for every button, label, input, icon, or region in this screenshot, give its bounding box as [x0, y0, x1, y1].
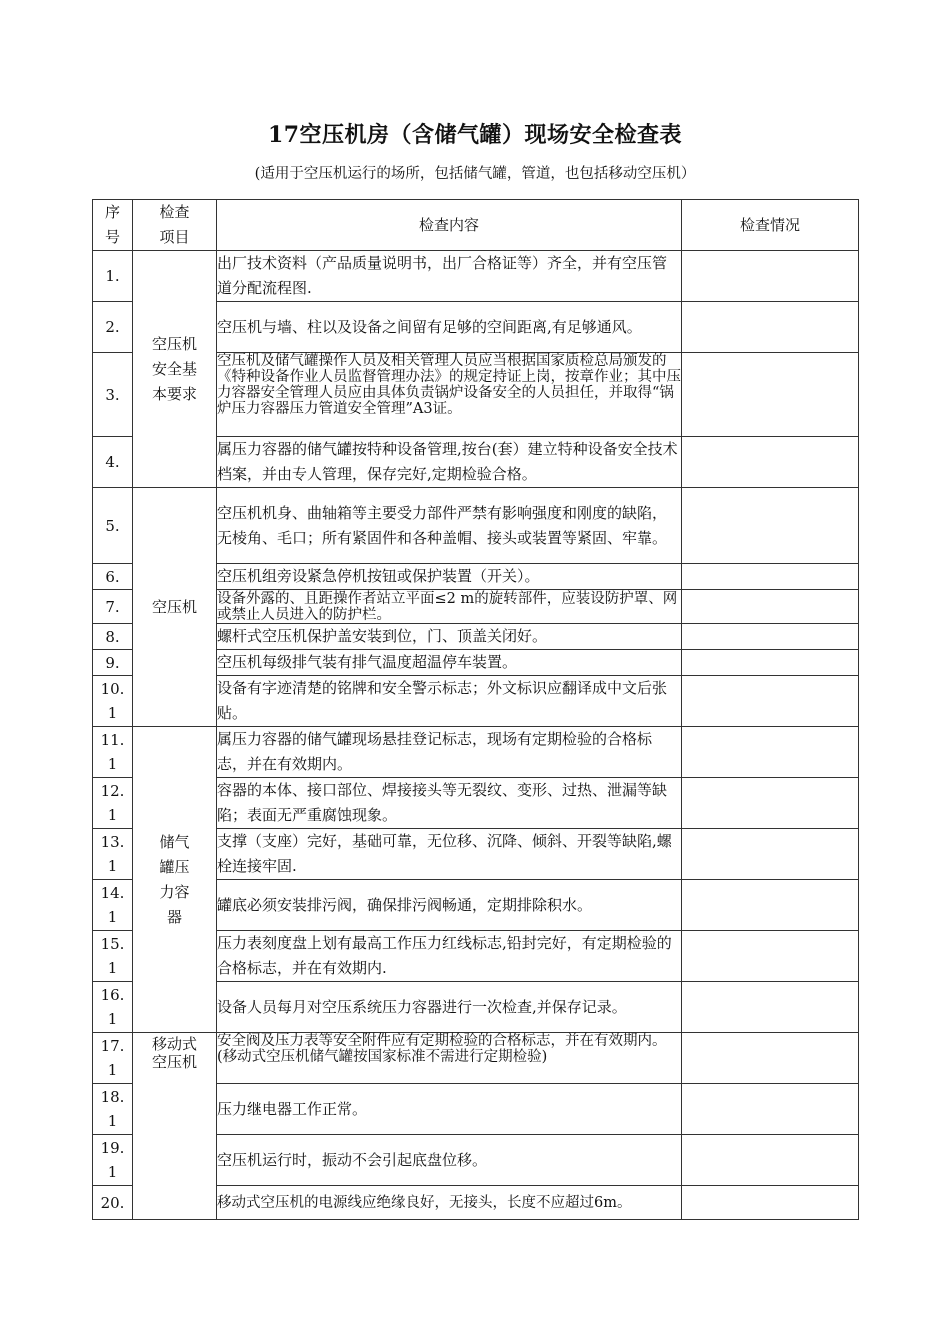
row-number: 2. — [93, 302, 133, 353]
row-number: 3. — [93, 353, 133, 437]
row-number: 5. — [93, 488, 133, 564]
row-number: 16.1 — [93, 982, 133, 1033]
status-cell[interactable] — [682, 829, 859, 880]
status-cell[interactable] — [682, 676, 859, 727]
row-content: 设备人员每月对空压系统压力容器进行一次检查,并保存记录。 — [217, 982, 682, 1033]
header-content: 检查内容 — [217, 200, 682, 251]
row-content: 属压力容器的储气罐现场悬挂登记标志，现场有定期检验的合格标志，并在有效期内。 — [217, 727, 682, 778]
status-cell[interactable] — [682, 727, 859, 778]
table-row — [93, 727, 859, 778]
row-number: 19.1 — [93, 1135, 133, 1186]
row-content: 出厂技术资料（产品质量说明书，出厂合格证等）齐全，并有空压管道分配流程图. — [217, 251, 682, 302]
category-cell: 储气罐压力容器 — [133, 727, 217, 1033]
row-number: 15.1 — [93, 931, 133, 982]
page-subtitle: (适用于空压机运行的场所，包括储气罐，管道，也包括移动空压机） — [254, 166, 696, 182]
row-number: 1. — [93, 251, 133, 302]
status-cell[interactable] — [682, 1033, 859, 1084]
status-cell[interactable] — [682, 251, 859, 302]
row-number: 20. — [93, 1186, 133, 1220]
row-content: 设备外露的、且距操作者站立平面≤2 m的旋转部件，应装设防护罩、网或禁止人员进入的防护栏。 — [217, 590, 682, 624]
row-content: 螺杆式空压机保护盖安装到位，门、顶盖关闭好。 — [217, 624, 682, 650]
header-no: 序号 — [93, 200, 133, 251]
status-cell[interactable] — [682, 1084, 859, 1135]
row-number: 13.1 — [93, 829, 133, 880]
row-number: 10.1 — [93, 676, 133, 727]
row-number: 6. — [93, 564, 133, 590]
row-content: 移动式空压机的电源线应绝缘良好，无接头，长度不应超过6m。 — [217, 1186, 682, 1220]
row-content: 属压力容器的储气罐按特种设备管理,按台(套）建立特种设备安全技术档案，并由专人管理，保存完好,定期检验合格。 — [217, 437, 682, 488]
status-cell[interactable] — [682, 778, 859, 829]
page-title: 17空压机房（含储气罐）现场安全检查表 — [267, 122, 683, 148]
status-cell[interactable] — [682, 1186, 859, 1220]
row-content: 设备有字迹清楚的铭牌和安全警示标志；外文标识应翻译成中文后张贴。 — [217, 676, 682, 727]
row-number: 12.1 — [93, 778, 133, 829]
row-content: 空压机及储气罐操作人员及相关管理人员应当根据国家质检总局颁发的《特种设备作业人员监督管理办法》的规定持证上岗，按章作业；其中压力容器安全管理人员应由具体负责锅炉设备安全的人员担任，并取得“锅炉压力容器压力管道安全管理”A3证。 — [217, 353, 682, 437]
header-status: 检查情况 — [682, 200, 859, 251]
table-row — [93, 251, 859, 302]
row-content: 空压机组旁设紧急停机按钮或保护装置（开关）。 — [217, 564, 682, 590]
row-number: 17.1 — [93, 1033, 133, 1084]
status-cell[interactable] — [682, 982, 859, 1033]
category-cell: 空压机安全基本要求 — [133, 251, 217, 488]
row-number: 4. — [93, 437, 133, 488]
status-cell[interactable] — [682, 1135, 859, 1186]
status-cell[interactable] — [682, 302, 859, 353]
status-cell[interactable] — [682, 590, 859, 624]
status-cell[interactable] — [682, 488, 859, 564]
category-cell: 空压机 — [133, 488, 217, 727]
row-content: 空压机每级排气装有排气温度超温停车装置。 — [217, 650, 682, 676]
status-cell[interactable] — [682, 564, 859, 590]
row-content: 压力表刻度盘上划有最高工作压力红线标志,铅封完好，有定期检验的合格标志，并在有效期内. — [217, 931, 682, 982]
category-cell: 移动式空压机 — [133, 1033, 217, 1220]
status-cell[interactable] — [682, 931, 859, 982]
status-cell[interactable] — [682, 880, 859, 931]
row-number: 7. — [93, 590, 133, 624]
row-number: 18.1 — [93, 1084, 133, 1135]
row-content: 压力继电器工作正常。 — [217, 1084, 682, 1135]
row-number: 8. — [93, 624, 133, 650]
row-content: 空压机运行时，振动不会引起底盘位移。 — [217, 1135, 682, 1186]
table-row — [93, 488, 859, 564]
row-content: 空压机与墙、柱以及设备之间留有足够的空间距离,有足够通风。 — [217, 302, 682, 353]
table-row — [93, 1033, 859, 1084]
row-number: 11.1 — [93, 727, 133, 778]
inspection-table — [92, 199, 859, 1220]
row-content: 罐底必须安装排污阀，确保排污阀畅通，定期排除积水。 — [217, 880, 682, 931]
status-cell[interactable] — [682, 624, 859, 650]
status-cell[interactable] — [682, 353, 859, 437]
row-content: 安全阀及压力表等安全附件应有定期检验的合格标志，并在有效期内。(移动式空压机储气罐按国家标准不需进行定期检验) — [217, 1033, 682, 1084]
header-row — [93, 200, 859, 251]
header-category: 检查项目 — [133, 200, 217, 251]
row-number: 9. — [93, 650, 133, 676]
row-content: 空压机机身、曲轴箱等主要受力部件严禁有影响强度和刚度的缺陷，无棱角、毛口；所有紧固件和各种盖帽、接头或装置等紧固、牢靠。 — [217, 488, 682, 564]
row-content: 支撑（支座）完好，基础可靠，无位移、沉降、倾斜、开裂等缺陷,螺栓连接牢固. — [217, 829, 682, 880]
row-number: 14.1 — [93, 880, 133, 931]
status-cell[interactable] — [682, 437, 859, 488]
status-cell[interactable] — [682, 650, 859, 676]
row-content: 容器的本体、接口部位、焊接接头等无裂纹、变形、过热、泄漏等缺陷；表面无严重腐蚀现象。 — [217, 778, 682, 829]
